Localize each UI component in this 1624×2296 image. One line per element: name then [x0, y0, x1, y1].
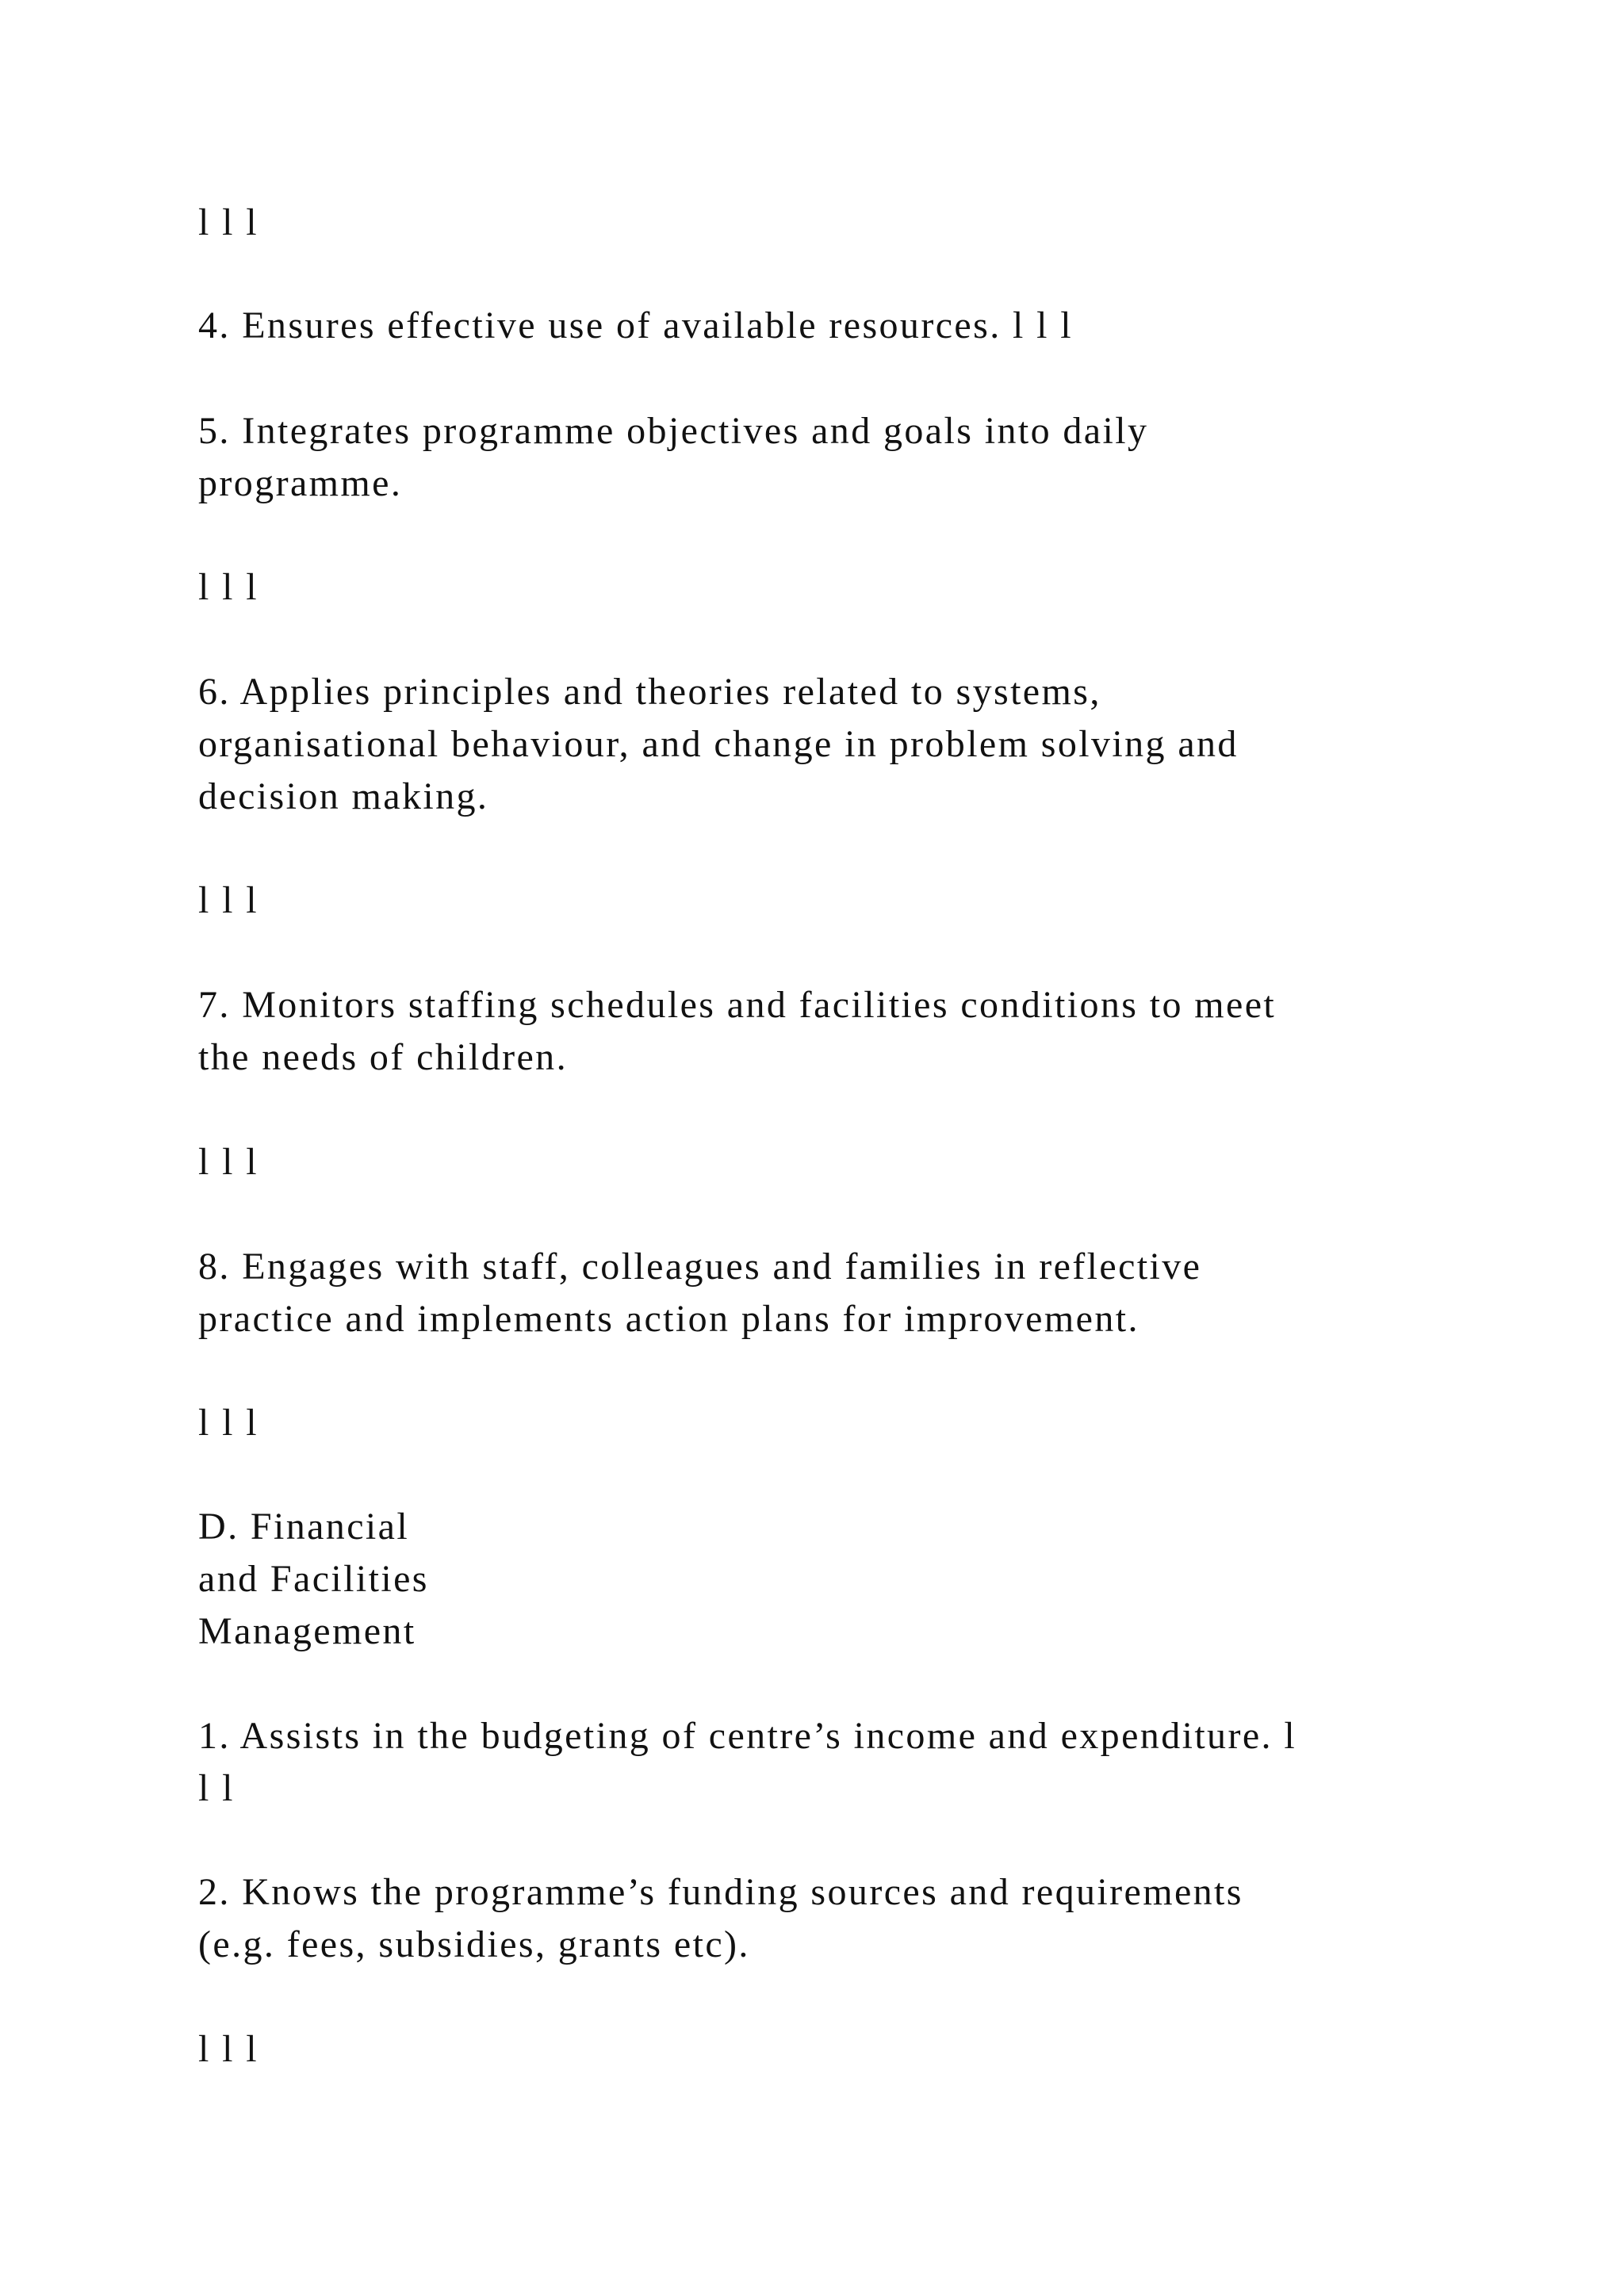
item-7-line-1: 7. Monitors staffing schedules and facilities conditions to meet: [198, 984, 1277, 1026]
item-d2-line-2: (e.g. fees, subsidies, grants etc).: [198, 1923, 750, 1965]
checkbox-marks: l l l: [198, 201, 259, 243]
item-5-line-2: programme.: [198, 462, 403, 504]
item-6-line-1: 6. Applies principles and theories related to systems,: [198, 671, 1101, 713]
checkbox-marks: l l l: [198, 2028, 259, 2070]
section-d-heading-line-2: and Facilities: [198, 1558, 429, 1600]
item-d1-line-2: l l: [198, 1767, 235, 1809]
checkbox-marks: l l l: [198, 879, 259, 921]
checkbox-marks: l l l: [198, 566, 259, 608]
item-d1-line-1: 1. Assists in the budgeting of centre’s income and expenditure. l: [198, 1715, 1297, 1757]
checkbox-marks: l l l: [198, 1141, 259, 1183]
checkbox-marks: l l l: [198, 1402, 259, 1444]
item-6-line-3: decision making.: [198, 775, 489, 817]
section-d-heading-line-1: D. Financial: [198, 1506, 410, 1548]
item-8-line-2: practice and implements action plans for improvement.: [198, 1298, 1139, 1340]
item-5-line-1: 5. Integrates programme objectives and goals into daily: [198, 410, 1149, 452]
item-7-line-2: the needs of children.: [198, 1036, 568, 1078]
item-6-line-2: organisational behaviour, and change in problem solving and: [198, 723, 1239, 765]
item-4-text: 4. Ensures effective use of available resources. l l l: [198, 304, 1074, 346]
section-d-heading-line-3: Management: [198, 1610, 416, 1652]
item-d2-line-1: 2. Knows the programme’s funding sources and requirements: [198, 1871, 1243, 1913]
item-8-line-1: 8. Engages with staff, colleagues and families in reflective: [198, 1246, 1202, 1288]
